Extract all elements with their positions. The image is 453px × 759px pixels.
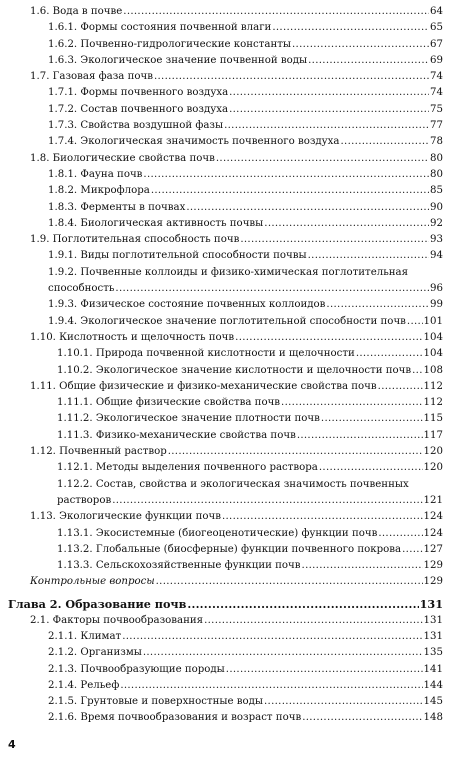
dot-leader <box>281 395 423 411</box>
toc-entry-title-line: 1.9.2. Почвенные коллоиды и физико-химическая поглотительная <box>48 266 409 278</box>
dot-leader <box>154 69 429 85</box>
dot-leader <box>356 346 423 362</box>
toc-entry-title: 1.13.1. Экосистемные (биогеоценотические) функции почв <box>57 527 378 539</box>
dot-leader <box>226 662 423 678</box>
dot-leader <box>264 216 429 232</box>
toc-entry-page: 141 <box>423 663 443 675</box>
toc-entry[interactable] <box>48 678 443 694</box>
toc-entry-title: 1.7.1. Формы почвенного воздуха <box>48 87 229 99</box>
toc-entry-title: Глава 2. Образование почв <box>8 596 187 611</box>
toc-entry[interactable] <box>48 85 443 101</box>
toc-entry-page: 80 <box>430 152 443 164</box>
toc-entry-page: 85 <box>430 185 443 197</box>
dot-leader <box>229 102 429 118</box>
dot-leader <box>123 4 429 20</box>
toc-entry[interactable] <box>57 395 443 411</box>
toc-entry-page: 93 <box>430 234 443 246</box>
toc-entry[interactable] <box>30 444 443 460</box>
toc-entry[interactable] <box>48 662 443 678</box>
toc-chapter[interactable] <box>8 595 443 613</box>
toc-entry-title: 1.6. Вода в почве <box>30 6 123 17</box>
toc-entry-page: 78 <box>430 136 443 148</box>
toc-entry[interactable] <box>57 460 443 476</box>
toc-entry[interactable] <box>48 710 443 726</box>
toc-entry-page: 115 <box>423 413 443 425</box>
dot-leader <box>235 330 422 346</box>
toc-entry[interactable] <box>48 248 443 264</box>
toc-entry-page: 129 <box>423 560 443 572</box>
toc-entry-page: 131 <box>419 596 443 611</box>
dot-leader <box>216 151 429 167</box>
toc-entry-title: 1.8.2. Микрофлора <box>48 185 150 197</box>
toc-entry-title: 1.9.4. Экологическое значение поглотительной способности почв <box>48 315 406 327</box>
dot-leader <box>112 493 422 509</box>
toc-entry-page: 94 <box>430 250 443 262</box>
toc-entry-title: 1.11.1. Общие физические свойства почв <box>57 397 281 409</box>
dot-leader <box>240 232 429 248</box>
toc-entry-page: 131 <box>423 614 443 626</box>
toc-entry[interactable] <box>57 411 443 427</box>
toc-entry[interactable] <box>30 4 443 20</box>
dot-leader <box>302 710 422 726</box>
toc-entry[interactable] <box>48 629 443 645</box>
toc-entry-page: 104 <box>423 331 443 343</box>
toc-entry-page: 121 <box>423 494 443 506</box>
dot-leader <box>156 574 423 590</box>
toc-entry[interactable] <box>48 167 443 183</box>
toc-entry-page: 120 <box>423 446 443 458</box>
toc-entry-page: 148 <box>423 712 443 724</box>
toc-entry[interactable] <box>57 428 443 444</box>
toc-entry-page: 117 <box>423 429 443 441</box>
toc-entry-title: 2.1.5. Грунтовые и поверхностные воды <box>48 696 263 708</box>
toc-entry-title: 1.12.1. Методы выделения почвенного раствора <box>57 462 318 474</box>
toc-entry-title: растворов <box>57 494 112 506</box>
toc-entry[interactable] <box>48 265 443 298</box>
toc-entry-title: 1.6.1. Формы состояния почвенной влаги <box>48 22 272 34</box>
toc-entry-title: 2.1.2. Организмы <box>48 647 142 659</box>
toc-entry[interactable] <box>30 574 443 590</box>
toc-entry-title: 2.1. Факторы почвообразования <box>30 614 204 626</box>
toc-entry-title: 1.8.1. Фауна почв <box>48 168 143 180</box>
toc-entry[interactable] <box>48 297 443 313</box>
toc-entry-page: 92 <box>430 217 443 229</box>
toc-entry[interactable] <box>48 102 443 118</box>
toc-entry[interactable] <box>30 509 443 525</box>
dot-leader <box>297 428 423 444</box>
toc-entry-page: 131 <box>423 630 443 642</box>
toc-entry-page: 127 <box>423 543 443 555</box>
toc-entry-page: 80 <box>430 168 443 180</box>
toc-entry-title: 1.11. Общие физические и физико-механические свойства почв <box>30 380 377 392</box>
toc-entry[interactable] <box>48 20 443 36</box>
dot-leader <box>402 542 422 558</box>
toc-entry-page: 74 <box>430 87 443 99</box>
toc-entry-page: 67 <box>430 38 443 50</box>
toc-entry-title: 1.6.3. Экологическое значение почвенной воды <box>48 54 308 66</box>
toc-entry-title: 1.11.2. Экологическое значение плотности почв <box>57 413 320 425</box>
toc-entry-title: 1.10.2. Экологическое значение кислотности и щелочности почв <box>57 364 412 376</box>
toc-entry-title: 1.8.3. Ферменты в почвах <box>48 201 186 213</box>
toc-entry[interactable] <box>57 363 443 379</box>
dot-leader <box>204 613 422 629</box>
toc-entry-title: 1.7.4. Экологическая значимость почвенного воздуха <box>48 136 340 148</box>
toc-entry-title: 1.8.4. Биологическая активность почвы <box>48 217 264 229</box>
toc-entry-page: 99 <box>430 299 443 311</box>
toc-entry-page: 144 <box>423 679 443 691</box>
dot-leader <box>407 314 423 330</box>
toc-entry-title: Контрольные вопросы <box>30 576 155 588</box>
toc-entry-title: 2.1.3. Почвообразующие породы <box>48 663 225 675</box>
dot-leader <box>229 85 429 101</box>
dot-leader <box>272 20 429 36</box>
table-of-contents <box>0 4 453 727</box>
toc-entry-page: 120 <box>423 462 443 474</box>
dot-leader <box>222 509 423 525</box>
toc-entry-title: 1.9.1. Виды поглотительной способности почвы <box>48 250 307 262</box>
dot-leader <box>319 460 423 476</box>
toc-entry[interactable] <box>57 346 443 362</box>
dot-leader <box>151 183 429 199</box>
toc-entry-title: 1.6.2. Почвенно-гидрологические константы <box>48 38 291 50</box>
toc-entry-page: 75 <box>430 103 443 115</box>
dot-leader <box>341 134 430 150</box>
toc-entry-page: 69 <box>430 54 443 66</box>
toc-entry-title: 1.13. Экологические функции почв <box>30 511 221 523</box>
dot-leader <box>168 444 423 460</box>
dot-leader <box>302 558 423 574</box>
toc-entry[interactable] <box>48 134 443 150</box>
dot-leader <box>326 297 429 313</box>
toc-entry[interactable] <box>57 477 443 510</box>
toc-entry-title-line: 1.12.2. Состав, свойства и экологическая значимость почвенных <box>57 478 409 490</box>
dot-leader <box>224 118 429 134</box>
toc-entry-page: 77 <box>430 120 443 132</box>
toc-entry-page: 112 <box>423 380 443 392</box>
toc-entry-page: 145 <box>423 696 443 708</box>
toc-entry-title: 1.13.3. Сельскохозяйственные функции почв <box>57 560 301 572</box>
toc-entry-page: 74 <box>430 71 443 83</box>
toc-entry-page: 90 <box>430 201 443 213</box>
toc-entry[interactable] <box>48 694 443 710</box>
toc-entry-title: способность <box>48 283 115 295</box>
toc-entry-title: 2.1.1. Климат <box>48 630 122 642</box>
toc-entry-page: 135 <box>423 647 443 659</box>
toc-entry[interactable] <box>30 613 443 629</box>
toc-entry-title: 1.10. Кислотность и щелочность почв <box>30 331 235 343</box>
toc-entry[interactable] <box>57 526 443 542</box>
dot-leader <box>186 200 429 216</box>
toc-entry-page: 65 <box>430 22 443 34</box>
toc-entry-title: 1.7.2. Состав почвенного воздуха <box>48 103 229 115</box>
toc-entry-page: 104 <box>423 348 443 360</box>
toc-entry[interactable] <box>57 558 443 574</box>
toc-entry-page: 124 <box>423 511 443 523</box>
dot-leader <box>378 526 422 542</box>
toc-entry-title: 1.9.3. Физическое состояние почвенных коллоидов <box>48 299 326 311</box>
dot-leader <box>308 248 429 264</box>
dot-leader <box>321 411 423 427</box>
toc-entry-title: 2.1.4. Рельеф <box>48 679 120 691</box>
dot-leader <box>143 167 429 183</box>
toc-entry[interactable] <box>48 645 443 661</box>
page-number: 4 <box>8 738 16 751</box>
toc-entry-title: 1.9. Поглотительная способность почв <box>30 234 240 246</box>
toc-entry-title: 1.12. Почвенный раствор <box>30 446 167 458</box>
dot-leader <box>115 281 429 297</box>
dot-leader <box>264 694 423 710</box>
toc-entry-page: 108 <box>423 364 443 376</box>
dot-leader <box>292 37 429 53</box>
toc-entry[interactable] <box>48 314 443 330</box>
toc-entry[interactable] <box>48 118 443 134</box>
toc-entry[interactable] <box>30 69 443 85</box>
toc-entry[interactable] <box>30 232 443 248</box>
toc-entry-page: 112 <box>423 397 443 409</box>
toc-entry[interactable] <box>30 330 443 346</box>
toc-entry-title: 2.1.6. Время почвообразования и возраст почв <box>48 712 302 724</box>
toc-entry-title: 1.7.3. Свойства воздушной фазы <box>48 120 224 132</box>
dot-leader <box>187 595 418 613</box>
toc-entry-page: 129 <box>423 576 443 588</box>
toc-entry[interactable] <box>30 379 443 395</box>
toc-entry-title: 1.10.1. Природа почвенной кислотности и щелочности <box>57 348 355 360</box>
toc-entry[interactable] <box>48 183 443 199</box>
dot-leader <box>308 53 429 69</box>
toc-entry-title: 1.11.3. Физико-механические свойства почв <box>57 429 296 441</box>
toc-entry[interactable] <box>48 53 443 69</box>
dot-leader <box>412 363 422 379</box>
toc-entry-page: 96 <box>430 283 443 295</box>
toc-entry-page: 64 <box>430 6 443 17</box>
toc-entry[interactable] <box>48 200 443 216</box>
toc-entry-title: 1.8. Биологические свойства почв <box>30 152 215 164</box>
toc-entry[interactable] <box>48 37 443 53</box>
toc-entry[interactable] <box>57 542 443 558</box>
toc-entry-page: 124 <box>423 527 443 539</box>
dot-leader <box>120 678 422 694</box>
toc-entry-title: 1.13.2. Глобальные (биосферные) функции почвенного покрова <box>57 543 402 555</box>
toc-entry-page: 101 <box>423 315 443 327</box>
toc-entry-title: 1.7. Газовая фаза почв <box>30 71 153 83</box>
dot-leader <box>378 379 423 395</box>
toc-entry[interactable] <box>48 216 443 232</box>
toc-entry[interactable] <box>30 151 443 167</box>
dot-leader <box>122 629 422 645</box>
dot-leader <box>143 645 423 661</box>
